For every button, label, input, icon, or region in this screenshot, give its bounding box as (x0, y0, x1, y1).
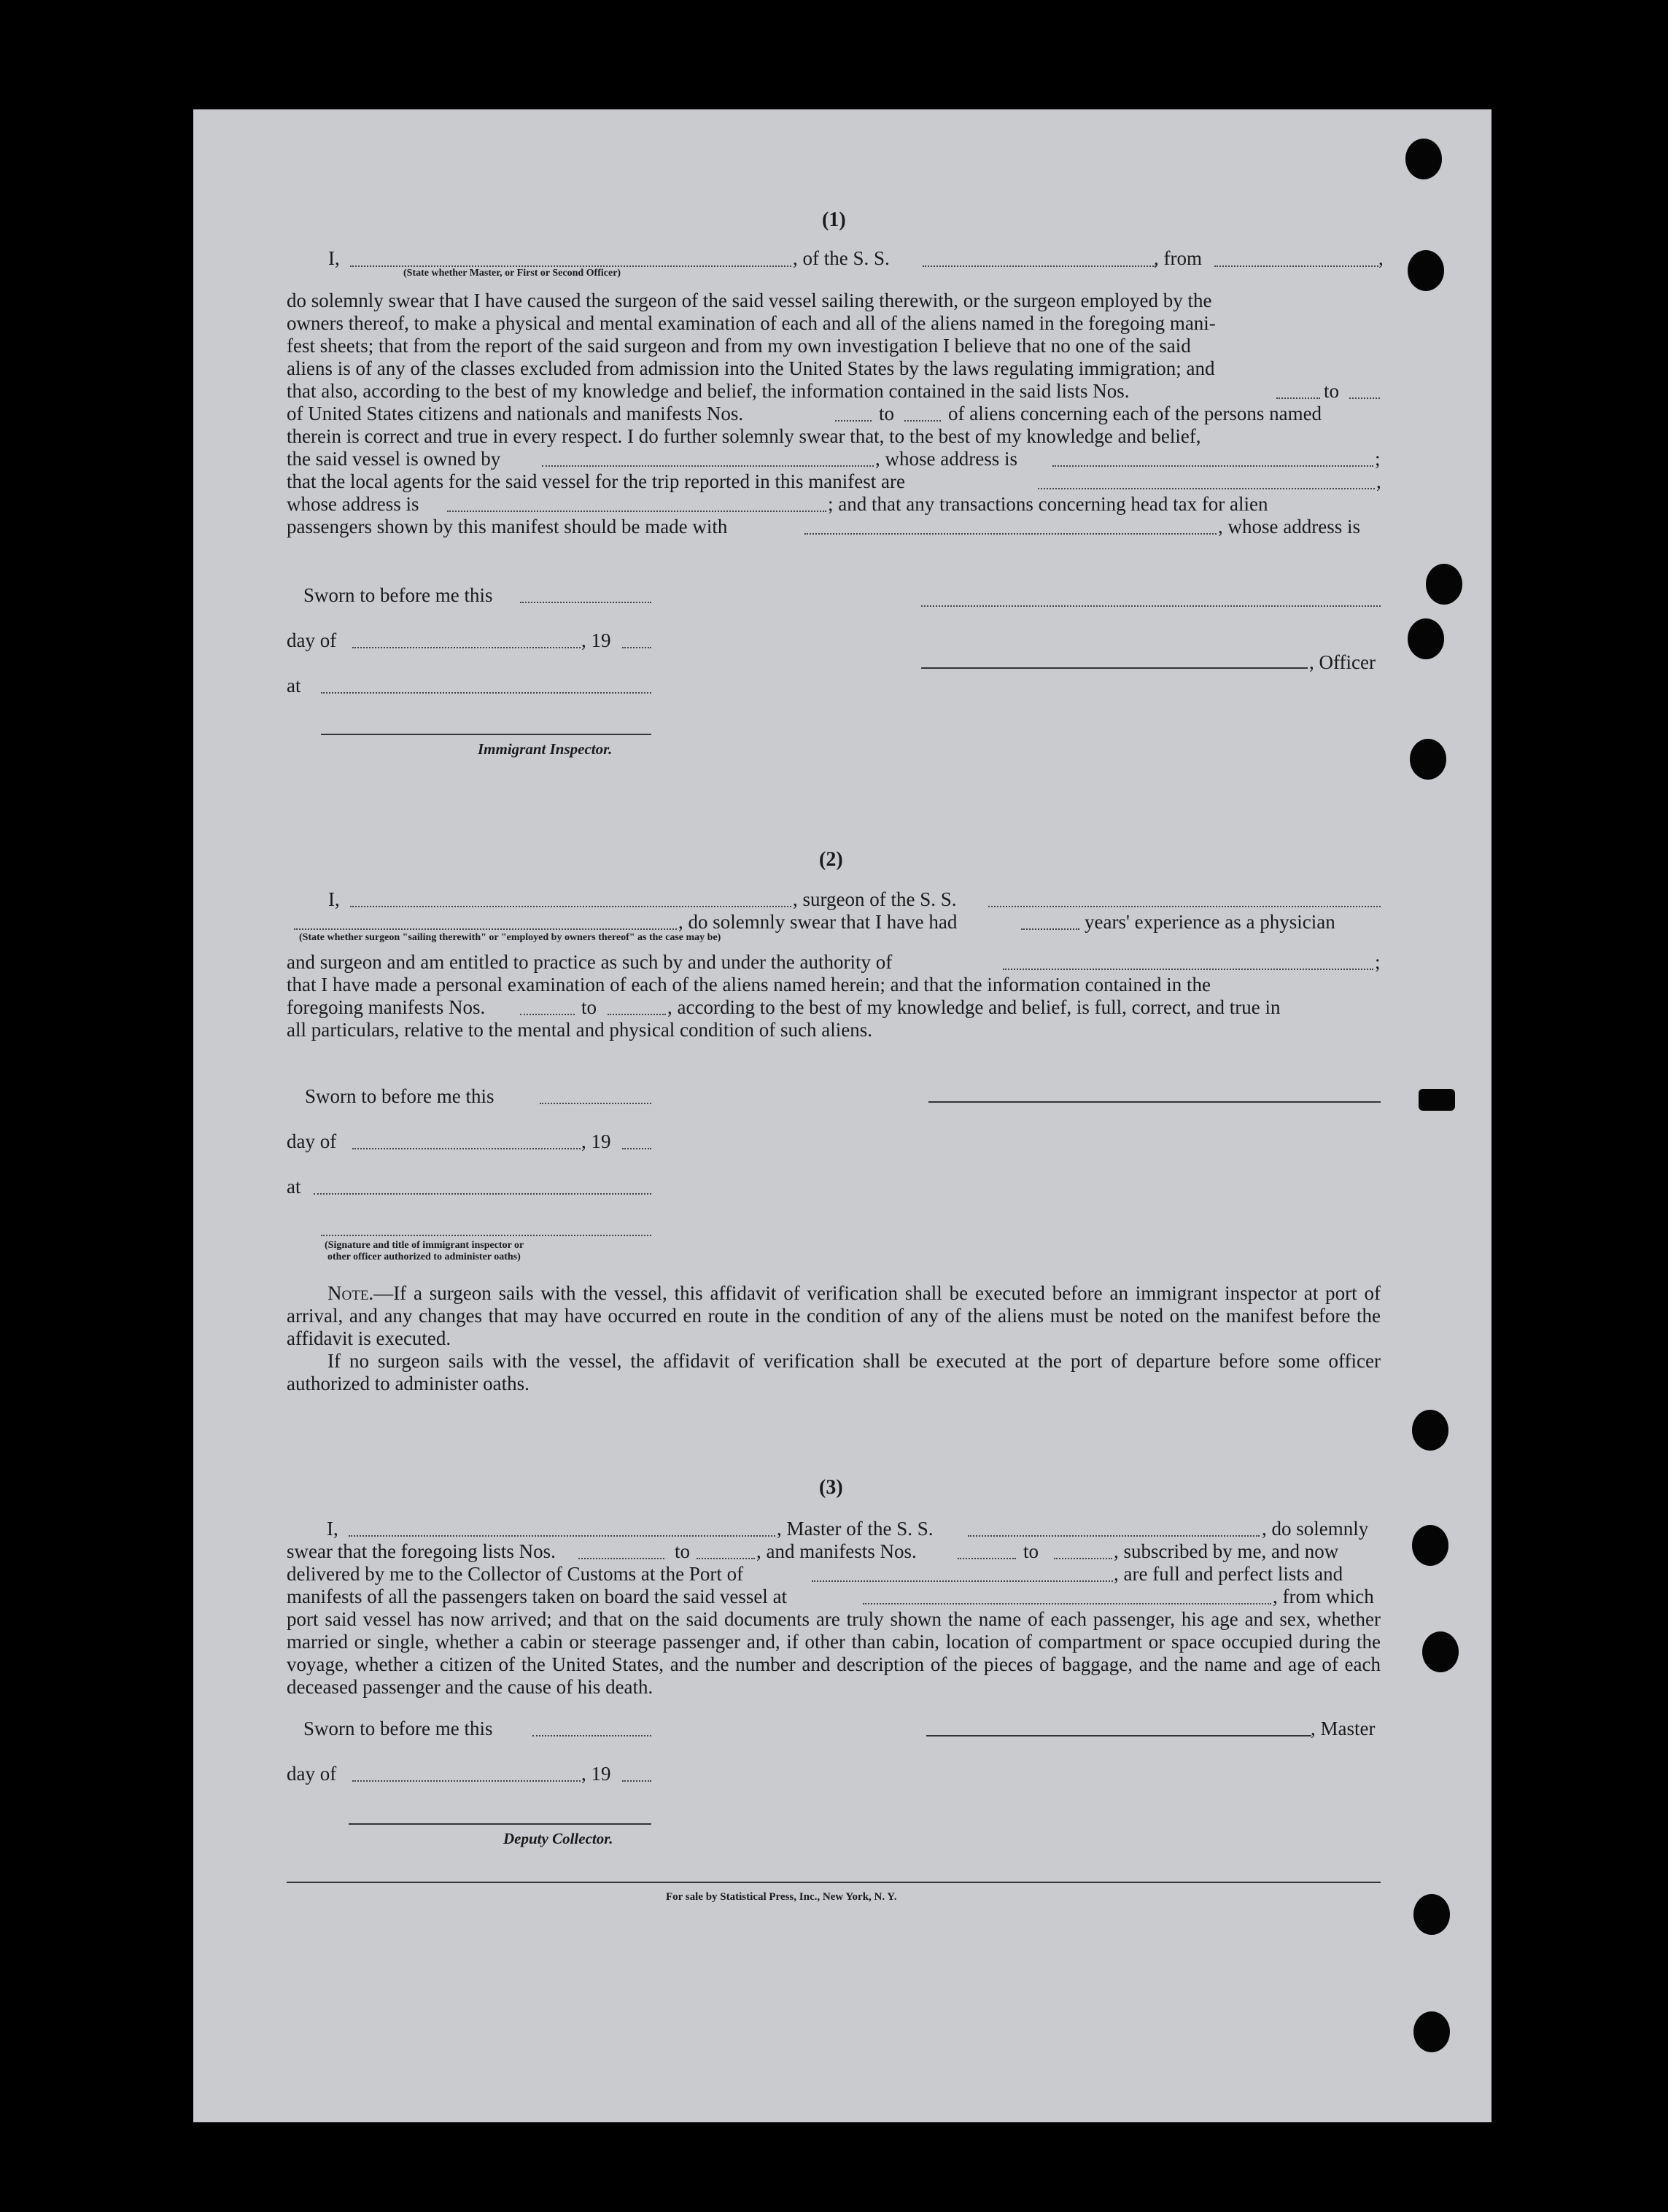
s3-year-field[interactable] (622, 1780, 651, 1782)
s2-line4: that I have made a personal examination of each of the aliens named herein; and that the information contained in the (287, 974, 1211, 996)
s3-body: port said vessel has now arrived; and that on the said documents are truly shown the name of each passenger, his age and sex, whether married or single, whether a cabin or steerage passenger and, if other than cabin, location of compartment or space occupied during the voyage, whether a citizen of the United States, and the number and description of the pieces of baggage, and the name and age of each deceased passenger and the cause of his death. (287, 1608, 1381, 1698)
s2-note-body: —If a surgeon sails with the vessel, this affidavit of verification shall be executed before an immigrant inspector at port of arrival, and any changes that may have occurred en route in the condition of any of the aliens must be noted on the manifest before the affidavit is executed. (287, 1282, 1381, 1349)
s1-owner-address-field[interactable] (1052, 465, 1373, 467)
s1-agent-address-field[interactable] (447, 511, 826, 512)
punch-hole (1412, 1525, 1448, 1566)
s1-of-ss-label: , of the S. S. (793, 247, 890, 269)
s2-year-field[interactable] (622, 1148, 651, 1149)
s1-inspector-line[interactable] (321, 734, 651, 735)
s2-line6: all particulars, relative to the mental and physical condition of such aliens. (287, 1019, 872, 1041)
s2-signature-note (325, 1240, 524, 1263)
s2-swear-label: , do solemnly swear that I have had (678, 911, 958, 933)
s2-line5-end: , according to the best of my knowledge and belief, is full, correct, and true in (667, 996, 1281, 1018)
section-3-number: (3) (819, 1476, 843, 1499)
s2-manifests-to-field[interactable] (608, 1014, 666, 1015)
punch-hole (1413, 2011, 1450, 2052)
s3-day-of-field[interactable] (352, 1780, 581, 1782)
s1-sworn-label: Sworn to before me this (303, 584, 493, 606)
s2-to-label: to (581, 996, 597, 1018)
s2-sworn-day-field[interactable] (540, 1103, 651, 1104)
s2-manifests-from-field[interactable] (520, 1014, 575, 1015)
s2-at-field[interactable] (314, 1193, 651, 1195)
s2-at-label: at (287, 1176, 301, 1198)
s1-at-field[interactable] (321, 692, 651, 694)
s2-signature-line[interactable] (928, 1101, 1381, 1103)
s1-nineteen-label: , 19 (581, 629, 611, 651)
s1-from-label: , from (1154, 247, 1202, 269)
punch-hole (1408, 250, 1444, 291)
s2-manifests-label: foregoing manifests Nos. (287, 996, 486, 1018)
s3-port-label: delivered by me to the Collector of Customs at the Port of (287, 1563, 744, 1585)
s1-manifests-from-field[interactable] (835, 420, 872, 422)
s1-signature-field[interactable] (921, 605, 1381, 607)
s3-master-label: , Master of the S. S. (777, 1518, 934, 1540)
s2-i-label: I, (328, 888, 340, 910)
s1-headtax-address-label: , whose address is (1218, 516, 1360, 538)
s3-day-of-label: day of (287, 1763, 337, 1785)
s2-surgeon-note: (State whether surgeon "sailing therewith" or "employed by owners thereof" as the case may be) (299, 932, 721, 943)
punch-hole (1419, 1089, 1455, 1111)
s1-line5: that also, according to the best of my knowledge and belief, the information contained in the said lists Nos. (287, 380, 1130, 402)
s3-deputy-label: Deputy Collector. (503, 1830, 613, 1847)
s1-line6-end: of aliens concerning each of the persons named (948, 403, 1322, 424)
s1-owner-field[interactable] (542, 465, 874, 467)
s1-paragraph (287, 290, 1382, 380)
s1-owner-address-label: , whose address is (875, 448, 1017, 470)
s1-to-label: to (1324, 380, 1340, 402)
s1-inspector-label: Immigrant Inspector. (478, 740, 613, 758)
s1-comma-2: , (1376, 470, 1381, 492)
s3-to-label-2: to (1023, 1540, 1039, 1562)
footer-rule (287, 1882, 1381, 1883)
s3-master-sig-label: , Master (1311, 1718, 1376, 1739)
s3-sworn-day-field[interactable] (532, 1735, 651, 1736)
s2-years-label: years' experience as a physician (1085, 911, 1335, 933)
s3-nineteen-label: , 19 (581, 1763, 611, 1785)
s3-perfect-label: , are full and perfect lists and (1114, 1563, 1343, 1585)
s1-headtax-label: passengers shown by this manifest should be made with (287, 516, 728, 538)
s2-surgeon-name-field[interactable] (350, 906, 791, 907)
s2-day-of-label: day of (287, 1130, 337, 1152)
s3-lists-from-field[interactable] (578, 1558, 664, 1559)
s1-agents-field[interactable] (1038, 488, 1375, 489)
s1-agent-address-label: whose address is (287, 493, 419, 515)
s1-line: do solemnly swear that I have caused the surgeon of the said vessel sailing therewith, or the surgeon employed by the (287, 290, 1212, 311)
s3-manifests-label: , and manifests Nos. (756, 1540, 917, 1562)
s2-authority-label: and surgeon and am entitled to practice as such by and under the authority of (287, 951, 893, 973)
s1-officer-name-field[interactable] (350, 265, 791, 267)
section-1-number: (1) (822, 209, 846, 231)
s1-day-of-field[interactable] (352, 647, 581, 648)
s2-surgeon-type-field[interactable] (294, 928, 677, 930)
footer-publisher: For sale by Statistical Press, Inc., New York, N. Y. (666, 1891, 897, 1903)
s3-departure-port-field[interactable] (863, 1603, 1271, 1604)
s2-signature-note-line: (Signature and title of immigrant inspector or (325, 1240, 524, 1251)
s1-sworn-day-field[interactable] (520, 602, 651, 603)
s3-master-signature-line[interactable] (926, 1735, 1311, 1736)
s1-comma: , (1378, 247, 1384, 269)
s2-semicolon: ; (1375, 951, 1381, 973)
s1-officer-label: , Officer (1309, 651, 1376, 673)
s3-master-name-field[interactable] (349, 1535, 775, 1537)
s1-ship-name-field[interactable] (923, 265, 1156, 267)
punch-hole (1410, 739, 1446, 780)
s2-day-of-field[interactable] (352, 1148, 581, 1149)
punch-hole (1412, 1410, 1448, 1451)
s2-surgeon-label: , surgeon of the S. S. (793, 888, 957, 910)
s1-manifests-to-field[interactable] (904, 420, 941, 422)
s1-year-field[interactable] (622, 647, 651, 648)
s2-signature-note-line: other officer authorized to administer oaths) (327, 1251, 521, 1262)
s2-sworn-label: Sworn to before me this (305, 1085, 494, 1107)
s2-inspector-field[interactable] (321, 1235, 651, 1236)
punch-hole (1405, 139, 1442, 179)
punch-hole (1408, 618, 1444, 659)
s1-officer-line[interactable] (921, 667, 1308, 669)
s1-owned-by-label: the said vessel is owned by (287, 448, 501, 470)
section-2-number: (2) (819, 848, 843, 871)
s1-lists-to-field[interactable] (1349, 397, 1380, 399)
s2-note2: If no surgeon sails with the vessel, the affidavit of verification shall be executed at the port of departure before some officer authorized to administer oaths. (287, 1350, 1381, 1394)
punch-hole (1426, 564, 1462, 605)
s3-to-label: to (675, 1540, 691, 1562)
s1-line7: therein is correct and true in every respect. I do further solemnly swear that, to the best of my knowledge and belief, (287, 425, 1201, 447)
s3-manifests-from-field[interactable] (958, 1558, 1016, 1559)
s1-i-label: I, (328, 247, 340, 269)
s1-to-label-2: to (879, 403, 895, 424)
s3-lists-to-field[interactable] (697, 1558, 755, 1559)
s1-line6: of United States citizens and nationals and manifests Nos. (287, 403, 744, 424)
s1-line10-end: ; and that any transactions concerning head tax for alien (828, 493, 1268, 515)
s3-i-label: I, (327, 1518, 338, 1540)
s3-manifests-to-field[interactable] (1054, 1558, 1112, 1559)
s1-at-label: at (287, 675, 301, 696)
s3-deputy-line[interactable] (349, 1823, 651, 1825)
s1-line: fest sheets; that from the report of the said surgeon and from my own investigation I believe that no one of the said (287, 335, 1191, 357)
s1-headtax-field[interactable] (804, 533, 1217, 535)
s2-note-head: Note. (327, 1282, 374, 1304)
s1-day-of-label: day of (287, 629, 337, 651)
s1-line: owners thereof, to make a physical and mental examination of each and all of the aliens named in the foregoing mani- (287, 312, 1216, 334)
s2-years-field[interactable] (1021, 928, 1079, 930)
s3-subscribed-label: , subscribed by me, and now (1114, 1540, 1339, 1562)
s3-solemnly-label: , do solemnly (1262, 1518, 1369, 1540)
s1-officer-note: (State whether Master, or First or Second Officer) (403, 268, 621, 279)
s3-port-field[interactable] (812, 1580, 1113, 1582)
s2-authority-field[interactable] (1003, 969, 1373, 970)
s3-lists-label: swear that the foregoing lists Nos. (287, 1540, 556, 1562)
s3-sworn-label: Sworn to before me this (303, 1718, 493, 1739)
s3-from-which-label: , from which (1273, 1586, 1374, 1607)
punch-hole (1422, 1631, 1459, 1672)
s2-note (287, 1282, 1381, 1395)
s1-semicolon: ; (1375, 448, 1381, 470)
s1-agents-label: that the local agents for the said vessel for the trip reported in this manifest are (287, 470, 905, 492)
s3-ship-name-field[interactable] (968, 1535, 1260, 1537)
bleed-through-mark (303, 124, 315, 174)
s2-ship-name-field[interactable] (988, 906, 1381, 907)
s1-lists-from-field[interactable] (1276, 397, 1320, 399)
punch-hole (1413, 1894, 1450, 1935)
s3-taken-label: manifests of all the passengers taken on board the said vessel at (287, 1586, 788, 1607)
s2-nineteen-label: , 19 (581, 1130, 611, 1152)
s1-from-field[interactable] (1214, 265, 1378, 267)
s1-line: aliens is of any of the classes excluded from admission into the United States by the laws regulating immigration; and (287, 357, 1215, 379)
